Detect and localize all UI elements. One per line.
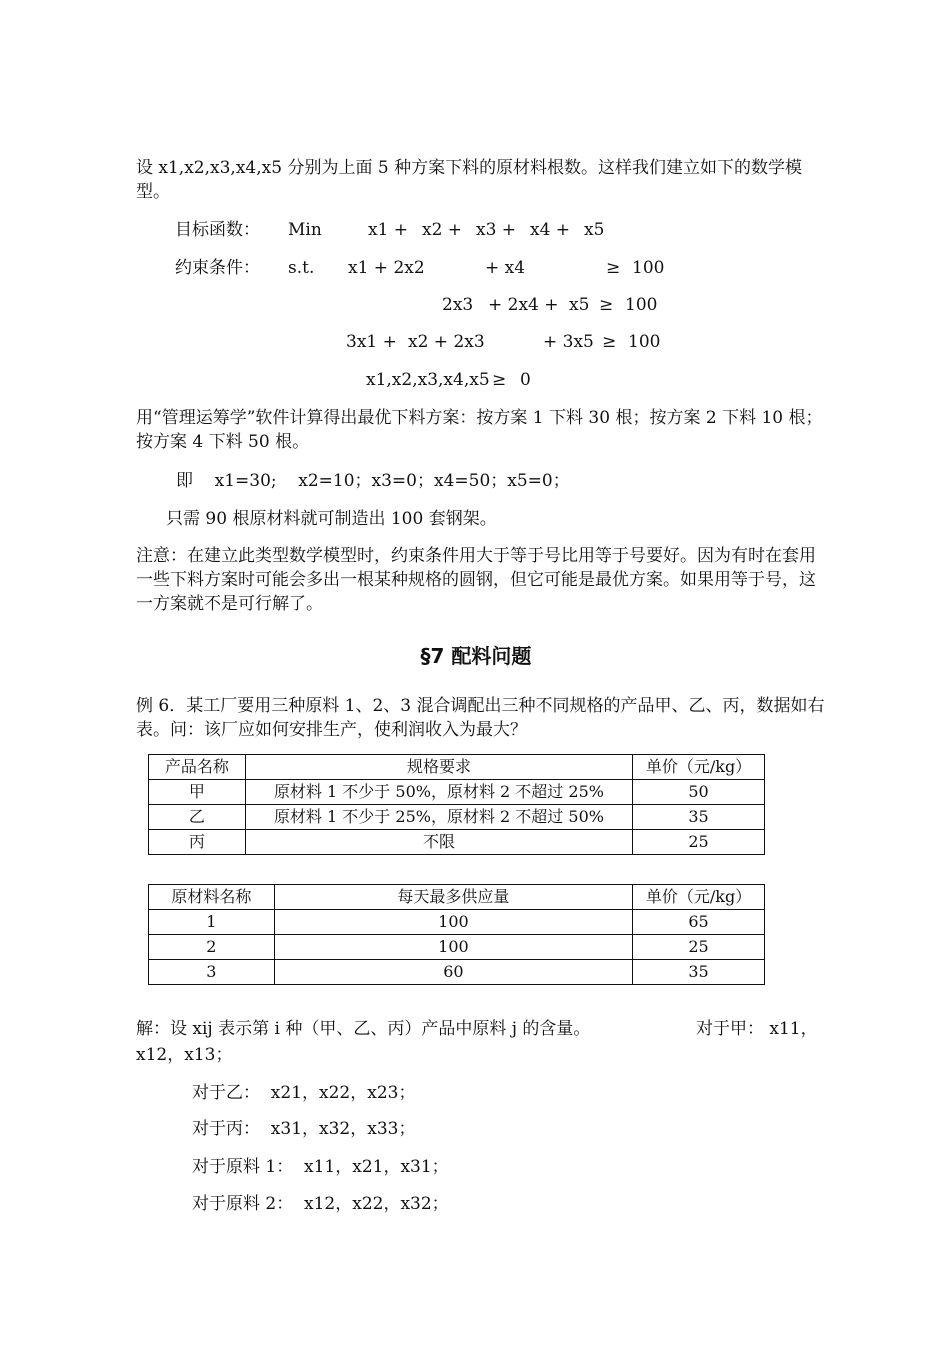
constraint-2-part-a: 2x3	[442, 295, 474, 315]
table-cell: 65	[633, 910, 765, 935]
header-cell: 原材料名称	[149, 885, 275, 910]
constraint-1-part-a: x1 + 2x2	[348, 258, 425, 278]
need-line: 只需 90 根原材料就可制造出 100 套钢架。	[166, 509, 497, 529]
header-cell: 规格要求	[245, 755, 632, 780]
table-row	[149, 830, 765, 855]
table-cell: 1	[149, 910, 275, 935]
table-cell: 2	[149, 935, 275, 960]
constraint-2-part-b: + 2x4 +	[488, 295, 559, 315]
header-cell: 单价（元/kg）	[633, 755, 765, 780]
st-label: s.t.	[288, 258, 315, 278]
constraint-3-part-b: x2 + 2x3	[408, 332, 485, 352]
objective-label: 目标函数：	[175, 220, 260, 240]
constraint-2-part-c: x5	[569, 295, 590, 315]
table-cell: 35	[633, 805, 765, 830]
section-title: §7 配料问题	[420, 644, 532, 668]
constraint-label: 约束条件：	[175, 258, 260, 278]
objective-term-3: x3 +	[476, 220, 517, 240]
table-cell: 原材料 1 不少于 50%，原材料 2 不超过 25%	[245, 780, 632, 805]
for-material-2-line: 对于原料 2： x12，x22，x32；	[192, 1194, 449, 1214]
constraint-3-geq: ≥	[602, 332, 617, 352]
solve-line-1: 解：设 xij 表示第 i 种（甲、乙、丙）产品中原料 j 的含量。	[136, 1019, 591, 1039]
example-paragraph: 例 6．某工厂要用三种原料 1、2、3 混合调配出三种不同规格的产品甲、乙、丙，数据如右表。问：该厂应如何安排生产，使利润收入为最大？	[136, 696, 825, 740]
table-row	[149, 910, 765, 935]
solution-line: 即 x1=30; x2=10；x3=0；x4=50；x5=0；	[176, 471, 570, 491]
table-cell: 60	[274, 960, 632, 985]
for-material-1-line: 对于原料 1： x11，x21，x31；	[192, 1157, 449, 1177]
note-paragraph: 注意：在建立此类型数学模型时，约束条件用大于等于号比用等于号要好。因为有时在套用一些下料方案时可能会多出一根某种规格的圆钢，但它可能是最优方案。如果用等于号，这一方案就不是可行解了。	[136, 546, 816, 614]
table-header-row	[149, 755, 765, 780]
table-cell: 100	[274, 910, 632, 935]
table-cell: 25	[633, 830, 765, 855]
intro-paragraph: 设 x1,x2,x3,x4,x5 分别为上面 5 种方案下料的原材料根数。这样我们建立如下的数学模型。	[136, 158, 803, 202]
objective-term-4: x4 +	[530, 220, 571, 240]
table-cell: 丙	[149, 830, 246, 855]
for-yi-line: 对于乙： x21，x22，x23；	[192, 1083, 416, 1103]
material-table	[148, 884, 765, 985]
table-row	[149, 935, 765, 960]
table-row	[149, 805, 765, 830]
table-cell: 50	[633, 780, 765, 805]
table-cell: 25	[633, 935, 765, 960]
nonneg-geq: ≥	[492, 370, 507, 390]
objective-term-1: x1 +	[368, 220, 409, 240]
header-cell: 每天最多供应量	[274, 885, 632, 910]
header-cell: 产品名称	[149, 755, 246, 780]
table-cell: 不限	[245, 830, 632, 855]
nonneg-zero: 0	[520, 370, 531, 390]
objective-min: Min	[288, 220, 322, 240]
constraint-2-rhs: 100	[625, 295, 658, 315]
table-cell: 原材料 1 不少于 25%，原材料 2 不超过 50%	[245, 805, 632, 830]
constraint-3-rhs: 100	[628, 332, 661, 352]
nonneg-vars: x1,x2,x3,x4,x5	[366, 370, 490, 390]
for-bing-line: 对于丙： x31，x32，x33；	[192, 1119, 416, 1139]
constraint-1-geq: ≥	[606, 258, 621, 278]
table-cell: 3	[149, 960, 275, 985]
product-table	[148, 754, 765, 855]
constraint-1-rhs: 100	[632, 258, 665, 278]
table-cell: 乙	[149, 805, 246, 830]
constraint-2-geq: ≥	[599, 295, 614, 315]
table-row	[149, 960, 765, 985]
constraint-3-part-c: + 3x5	[543, 332, 594, 352]
constraint-3-part-a: 3x1 +	[346, 332, 397, 352]
objective-term-5: x5	[584, 220, 605, 240]
solve-line-2: x12，x13；	[136, 1045, 233, 1065]
software-result: 用“管理运筹学”软件计算得出最优下料方案：按方案 1 下料 30 根；按方案 2 下料 10 根；按方案 4 下料 50 根。	[136, 408, 823, 452]
table-header-row	[149, 885, 765, 910]
objective-term-2: x2 +	[422, 220, 463, 240]
table-cell: 35	[633, 960, 765, 985]
header-cell: 单价（元/kg）	[633, 885, 765, 910]
table-row	[149, 780, 765, 805]
table-cell: 100	[274, 935, 632, 960]
table-cell: 甲	[149, 780, 246, 805]
constraint-1-part-b: + x4	[485, 258, 526, 278]
solve-line-1-right: 对于甲： x11，	[696, 1019, 818, 1039]
